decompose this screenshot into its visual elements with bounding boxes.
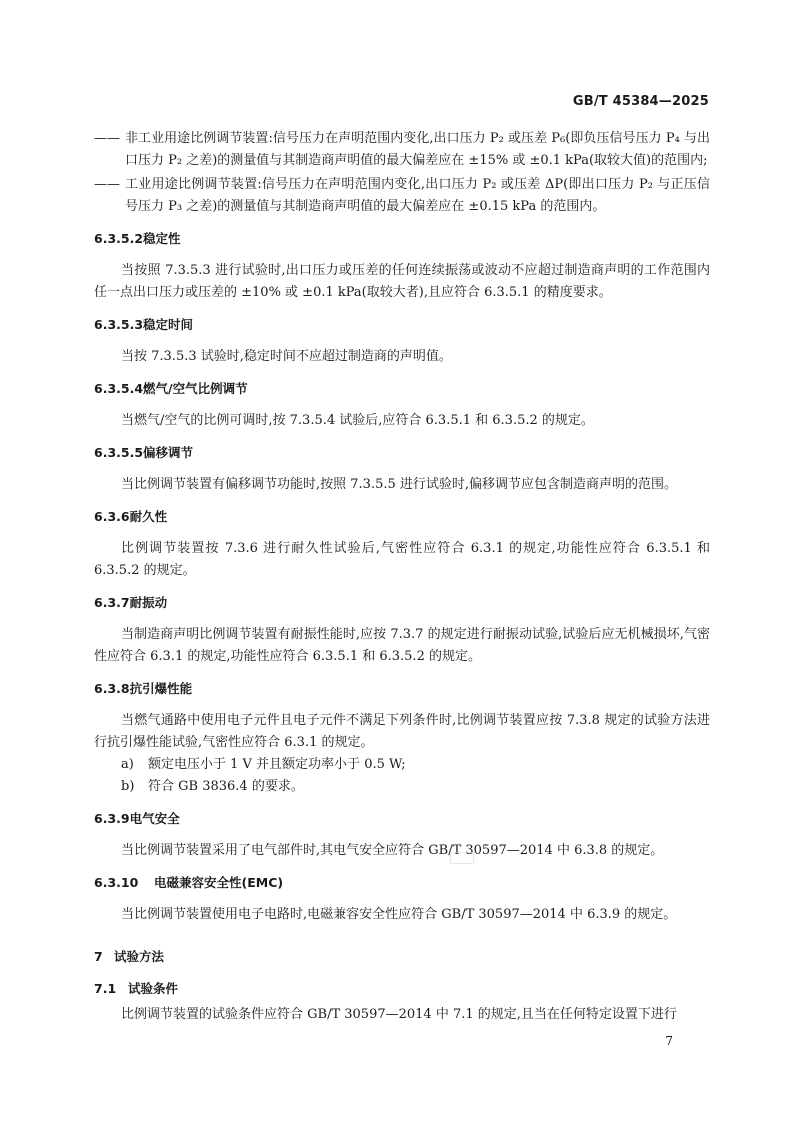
- list-item-text: 工业用途比例调节装置:信号压力在声明范围内变化,出口压力 P₂ 或压差 ΔP(即出口压力 P₂ 与正压信号压力 P₃ 之差)的测量值与其制造商声明值的最大偏差应在 ±0.15 kPa 的范围内。: [125, 177, 710, 214]
- dash-marker: ——: [94, 131, 120, 146]
- section-title: 试验条件: [128, 981, 179, 996]
- list-marker: b): [121, 779, 135, 794]
- section-number: 6.3.8: [94, 681, 130, 696]
- section-number: 7: [94, 949, 103, 964]
- section-heading-6-3-5-5: [94, 442, 710, 464]
- section-number: 6.3.5.5: [94, 445, 144, 460]
- list-item-text: 非工业用途比例调节装置:信号压力在声明范围内变化,出口压力 P₂ 或压差 P₆(即负压信号压力 P₄ 与出口压力 P₂ 之差)的测量值与其制造商声明值的最大偏差应在 ±15% 或 ±0.1 kPa(取较大值)的范围内;: [125, 131, 710, 168]
- section-number: 6.3.10: [94, 875, 139, 890]
- section-paragraph: 当比例调节装置有偏移调节功能时,按照 7.3.5.5 进行试验时,偏移调节应包含制造商声明的范围。: [121, 477, 678, 492]
- standard-number: GB/T 45384—2025: [572, 94, 709, 109]
- list-item: [94, 776, 710, 798]
- section-title: 偏移调节: [143, 445, 194, 460]
- section-heading-6-3-5-3: [94, 314, 710, 336]
- page-number: 7: [665, 1034, 673, 1048]
- section-number: 6.3.5.4: [94, 381, 144, 396]
- section-number: 6.3.9: [94, 811, 130, 826]
- watermark-logo: [450, 852, 474, 864]
- section-number: 7.1: [94, 981, 117, 996]
- dash-marker: ——: [94, 177, 120, 192]
- section-paragraph: 当按 7.3.5.3 试验时,稳定时间不应超过制造商的声明值。: [121, 349, 452, 364]
- section-title: 耐久性: [129, 509, 168, 524]
- section-heading-6-3-7: [94, 592, 710, 614]
- section-paragraph: 当比例调节装置使用电子电路时,电磁兼容安全性应符合 GB/T 30597—2014 中 6.3.9 的规定。: [121, 907, 677, 922]
- section-heading-6-3-8: [94, 678, 710, 700]
- section-paragraph: 当燃气通路中使用电子元件且电子元件不满足下列条件时,比例调节装置应按 7.3.8 规定的试验方法进行抗引爆性能试验,气密性应符合 6.3.1 的规定。: [94, 713, 710, 750]
- page-content: [94, 128, 710, 1026]
- section-heading-7-1: [94, 978, 710, 1000]
- section-heading-6-3-9: [94, 808, 710, 830]
- list-item-text: 符合 GB 3836.4 的要求。: [148, 779, 304, 794]
- list-item: [94, 128, 710, 172]
- section-title: 稳定性: [143, 231, 181, 246]
- section-number: 6.3.5.2: [94, 231, 144, 246]
- section-paragraph: 比例调节装置的试验条件应符合 GB/T 30597—2014 中 7.1 的规定,且当在任何特定设置下进行: [121, 1007, 677, 1022]
- section-number: 6.3.6: [94, 509, 130, 524]
- section-heading-7: [94, 946, 710, 968]
- section-title: 电气安全: [129, 811, 180, 826]
- list-item: [94, 174, 710, 218]
- section-paragraph: 比例调节装置按 7.3.6 进行耐久性试验后,气密性应符合 6.3.1 的规定,功能性应符合 6.3.5.1 和 6.3.5.2 的规定。: [94, 541, 710, 578]
- list-item: [94, 754, 710, 776]
- section-title: 稳定时间: [143, 317, 194, 332]
- list-marker: a): [121, 757, 134, 772]
- section-title: 耐振动: [129, 595, 168, 610]
- section-heading-6-3-10: [94, 872, 710, 894]
- section-title: 试验方法: [114, 949, 165, 964]
- section-title: 燃气/空气比例调节: [143, 381, 248, 396]
- section-title: 电磁兼容安全性(EMC): [154, 875, 284, 890]
- section-paragraph: 当按照 7.3.5.3 进行试验时,出口压力或压差的任何连续振荡或波动不应超过制造商声明的工作范围内任一点出口压力或压差的 ±10% 或 ±0.1 kPa(取较大者),且应符合 6.3.5.1 的精度要求。: [94, 263, 710, 300]
- section-paragraph: 当制造商声明比例调节装置有耐振性能时,应按 7.3.7 的规定进行耐振动试验,试验后应无机械损坏,气密性应符合 6.3.1 的规定,功能性应符合 6.3.5.1 和 6.3.5.2 的规定。: [94, 627, 710, 664]
- section-heading-6-3-6: [94, 506, 710, 528]
- section-number: 6.3.7: [94, 595, 130, 610]
- section-number: 6.3.5.3: [94, 317, 144, 332]
- section-paragraph: 当燃气/空气的比例可调时,按 7.3.5.4 试验后,应符合 6.3.5.1 和 6.3.5.2 的规定。: [121, 413, 594, 428]
- section-heading-6-3-5-4: [94, 378, 710, 400]
- list-item-text: 额定电压小于 1 V 并且额定功率小于 0.5 W;: [148, 757, 406, 772]
- section-paragraph: 当比例调节装置采用了电气部件时,其电气安全应符合 GB/T 30597—2014 中 6.3.8 的规定。: [121, 843, 664, 858]
- section-title: 抗引爆性能: [129, 681, 193, 696]
- section-heading-6-3-5-2: [94, 228, 710, 250]
